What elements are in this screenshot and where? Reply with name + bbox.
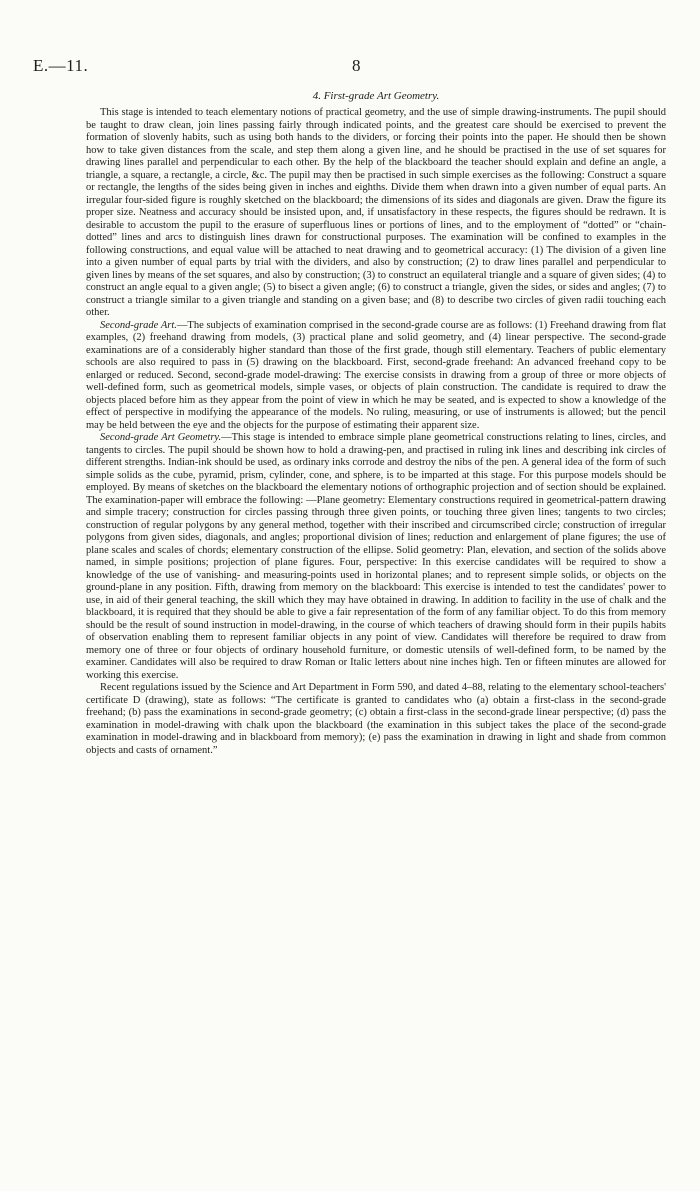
paragraph-second-grade-art-geometry xyxy=(86,432,666,682)
document-body xyxy=(86,90,666,757)
paragraph-text-second-grade-geometry: —This stage is intended to embrace simple plane geometrical constructions relating to lines, circles, and tangents to circles. The pupil should be shown how to hold a drawing-pen, and practised in ruling ink lines and describing ink circles of different strengths. Indian-ink should be used, as ordinary inks corrode and destroy the nibs of the pen. A general idea of the form of such simple solids as the cube, pyramid, prism, cylinder, cone, and sphere, is to be imparted at this stage. For this purpose models should be employed. By means of sketches on the blackboard the elementary notions of orthographic projection and of section should be explained. The examination-paper will embrace the following: —Plane geometry: Elementary constructions required in geometrical-pattern drawing and simple tracery; construction for circles passing through three given points, or touching three given lines; tangents to two circles; construction of regular polygons by any general method, together with their inscribed and circumscribed circle; construction of irregular polygons from given sides, diagonals, and angles; proportional division of lines; reduction and enlargement of plane figures; the use of plane scales and scales of chords; elementary construction of the ellipse. Solid geometry: Plan, elevation, and section of the solids above named, in simple positions; projection of plane figures. Four, perspective: In this exercise candidates will be required to show a knowledge of the use of vanishing- and measuring-points used in horizontal planes; and to represent simple solids, or objects on the ground-plane in any position. Fifth, drawing from memory on the blackboard: This exercise is intended to test the candidates' power to use, in aid of their general teaching, the skill which they may have obtained in drawing. In addition to facility in the use of chalk and the blackboard, it is required that they should be able to give a fair representation of the form of any familiar object. To do this from memory should be the result of sound instruction in model-drawing, in the course of which teachers of drawing should form in their pupils habits of observation enabling them to represent familiar objects in any point of view. Candidates will therefore be required to draw from memory one of three or four objects of ordinary household furniture, or domestic utensils of well-defined form, to be named by the examiner. Candidates will also be required to draw Roman or Italic letters about nine inches high. Ten or fifteen minutes are allowed for working this exercise. xyxy=(86,432,666,681)
paragraph-first-grade-art-geometry: This stage is intended to teach elementary notions of practical geometry, and the use of simple drawing-instruments. The pupil should be taught to draw clean, join lines passing fairly through indicated points, and the greatest care should be exercised to prevent the formation of slovenly habits, such as using both hands to the dividers, or forcing their points into the paper. He should then be shown how to take given distances from the scale, and step them along a given line, and he should be practised in the use of set squares for drawing lines parallel and perpendicular to each other. By the help of the blackboard the teacher should explain and define an angle, a triangle, a square, a rectangle, a circle, &c. The pupil may then be practised in such simple exercises as the following: Construct a square or rectangle, the lengths of the sides being given in inches and eighths. Divide them when drawn into a given number of equal parts. An irregular four-sided figure is roughly sketched on the blackboard; the dimensions of its sides and diagonals are given. Draw the figure its proper size. Neatness and accuracy should be insisted upon, and, if unsatisfactory in these respects, the figures should be redrawn. It is desirable to accustom the pupil to the erasure of superfluous lines or portions of lines, and to the employment of “dotted” or “chain-dotted” lines and arcs to distinguish lines drawn for constructional purposes. The examination will be confined to examples in the following constructions, and equal value will be attached to neat drawing and to geometrical accuracy: (1) The division of a given line into a given number of equal parts by trial with the dividers, and also by construction; (2) to draw lines parallel and perpendicular to given lines by means of the set squares, and also by construction; (3) to construct an equilateral triangle and a square of given sides; (4) to construct an angle equal to a given angle; (5) to bisect a given angle; (6) to construct a triangle, given the sides, or sides and angles; (7) to construct a triangle similar to a given triangle and standing on a given base; and (8) to describe two circles of given radii touching each other. xyxy=(86,107,666,318)
paragraph-recent-regulations: Recent regulations issued by the Science and Art Department in Form 590, and dated 4–88, relating to the elementary school-teachers' certificate D (drawing), state as follows: “The certificate is granted to candidates who (a) obtain a first-class in the second-grade freehand; (b) pass the examinations in second-grade geometry; (c) obtain a first-class in the second-grade linear perspective; (d) pass the examination in model-drawing with chalk upon the blackboard (the examination in this subject takes the place of the second-grade examination in model-drawing and in blackboard from memory); (e) pass the examination in drawing in light and shade from common objects and casts of ornament.” xyxy=(86,682,666,756)
paragraph-second-grade-art xyxy=(86,320,666,433)
paragraph-lead-second-grade-geometry: Second-grade Art Geometry. xyxy=(100,432,222,443)
document-reference: E.—11. xyxy=(33,56,89,75)
section-heading: 4. First-grade Art Geometry. xyxy=(312,90,440,102)
paragraph-text-second-grade-art: —The subjects of examination comprised in the second-grade course are as follows: (1) Freehand drawing from flat examples, (2) freehand drawing from models, (3) practical plane and solid geometry, and (4) linear perspective. The second-grade examinations are of a considerably higher standard than those of the first grade, though still elementary. Teachers of public elementary schools are also required to pass in (5) drawing on the blackboard. First, second-grade freehand: An advanced freehand copy to be enlarged or reduced. Second, second-grade model-drawing: The exercise consists in drawing from a group of three or more objects of well-defined form, such as geometrical models, simple vases, or objects of plain construction. The candidate is required to draw the objects placed before him as they appear from the point of view in which he may be seated, and is expected to show a knowledge of the effect of perspective in modifying the appearance of the models. No ruling, measuring, or use of instruments is allowed; but the pencil may be held between the eye and the objects for the purpose of estimating their apparent size. xyxy=(86,319,667,431)
paragraph-lead-second-grade-art: Second-grade Art. xyxy=(100,319,177,331)
page-number: 8 xyxy=(352,56,361,75)
